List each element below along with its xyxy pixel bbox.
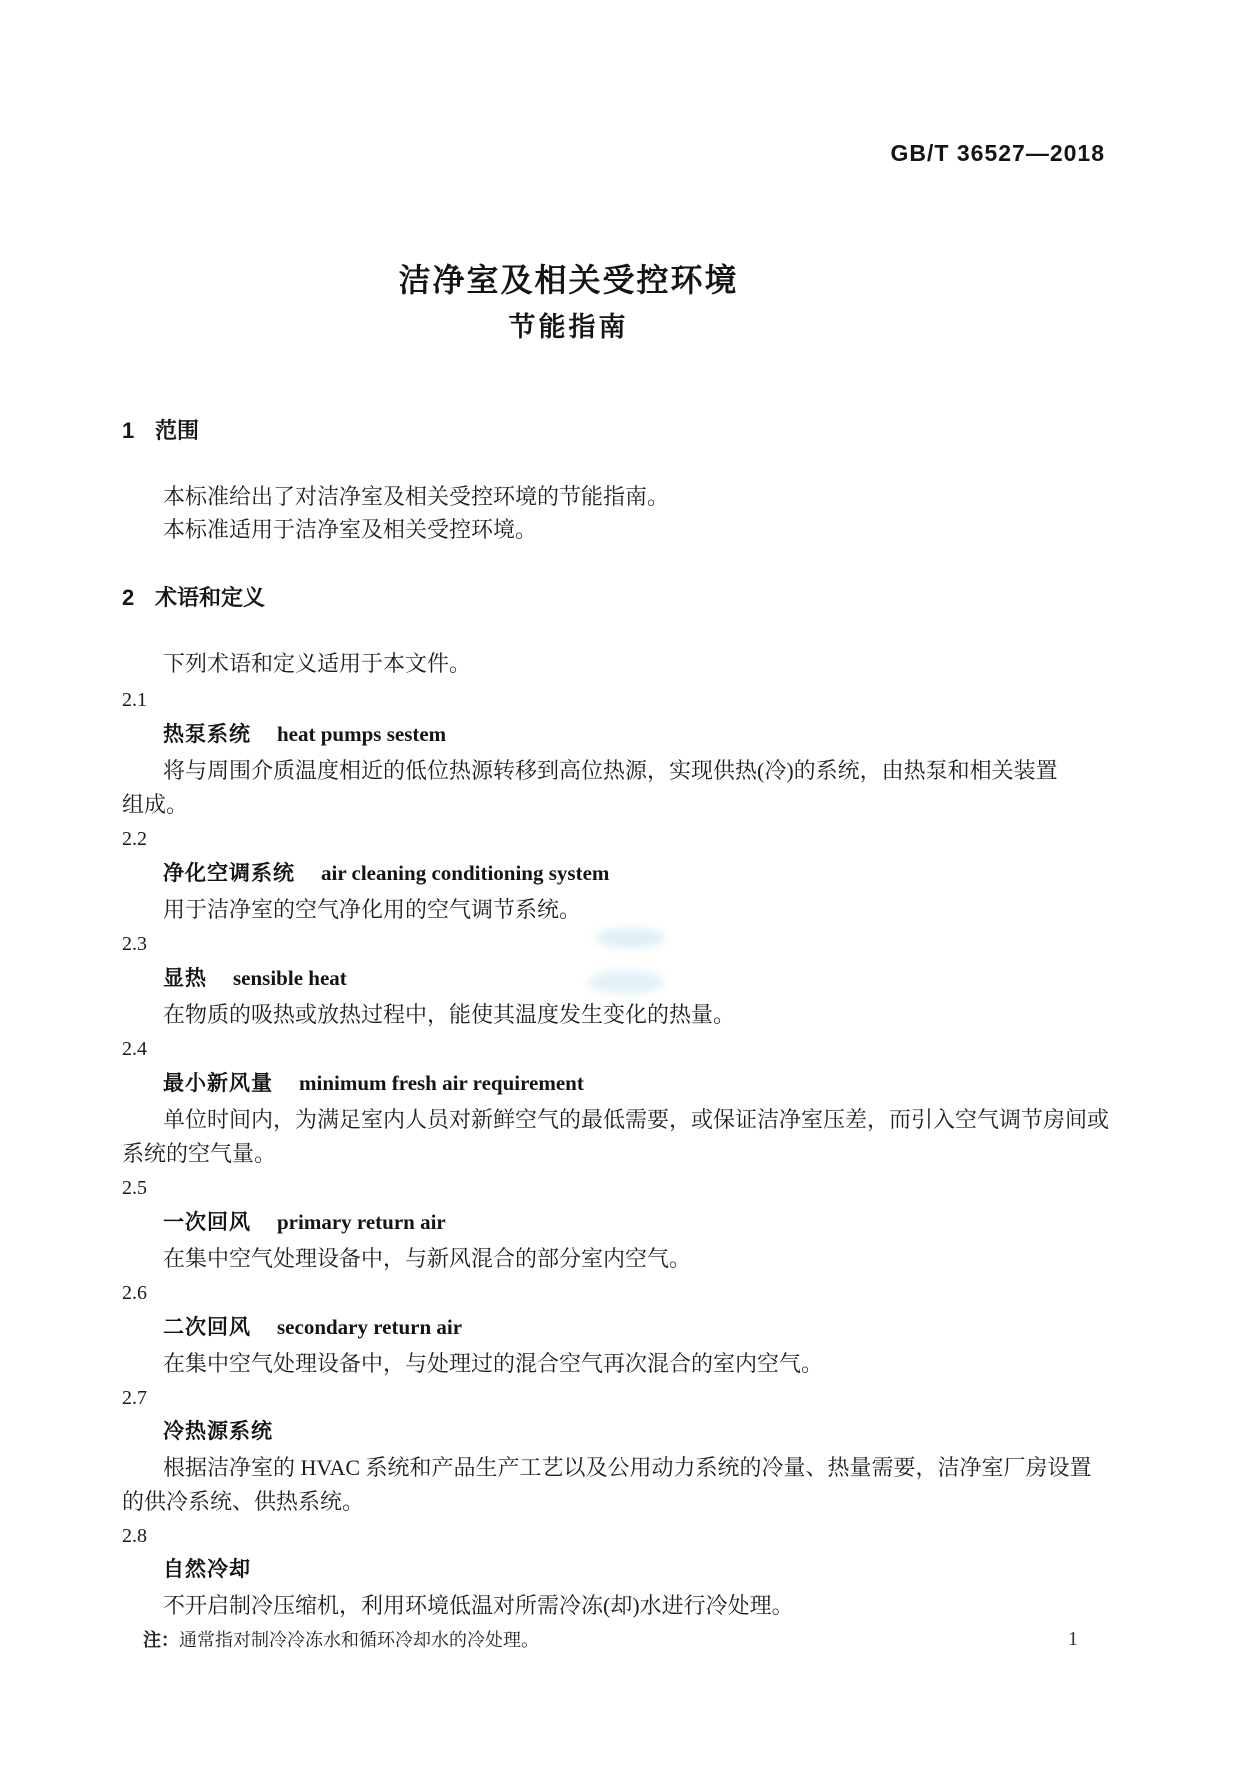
terms-intro: 下列术语和定义适用于本文件。	[163, 651, 472, 676]
note-label: 注：	[143, 1630, 179, 1650]
term-name-en: sensible heat	[233, 966, 347, 990]
term-name: 二次回风	[163, 1316, 251, 1339]
term-entry	[122, 822, 1110, 927]
document-title: 洁净室及相关受控环境	[398, 262, 739, 298]
section-1-heading	[122, 416, 1110, 446]
section-2-heading	[122, 583, 1110, 613]
term-name: 自然冷却	[163, 1558, 251, 1581]
term-entry	[122, 927, 1110, 1032]
section-number: 2	[122, 585, 135, 610]
term-number: 2.2	[122, 828, 147, 850]
document-subtitle: 节能指南	[508, 312, 629, 342]
section-title: 术语和定义	[155, 585, 266, 610]
definition-line: 在集中空气处理设备中，与新风混合的部分室内空气。	[163, 1246, 692, 1271]
terms-list	[122, 683, 1110, 1657]
definition-line: 将与周围介质温度相近的低位热源转移到高位热源，实现供热(冷)的系统，由热泵和相关装置	[163, 758, 1058, 783]
term-name: 冷热源系统	[163, 1420, 273, 1443]
term-number: 2.7	[122, 1387, 147, 1409]
definition-line: 组成。	[122, 792, 189, 817]
document-title-block	[0, 256, 1185, 350]
term-number: 2.4	[122, 1038, 147, 1060]
term-entry	[122, 683, 1110, 822]
standard-code: GB/T 36527—2018	[890, 140, 1105, 166]
page-content	[0, 416, 1233, 1657]
definition-line: 的供冷系统、供热系统。	[122, 1489, 365, 1514]
term-name-en: heat pumps sestem	[277, 722, 447, 746]
term-entry	[122, 1171, 1110, 1276]
note-text: 通常指对制冷冷冻水和循环冷却水的冷处理。	[179, 1630, 539, 1650]
term-entry	[122, 1276, 1110, 1381]
term-name: 一次回风	[163, 1211, 251, 1234]
term-number: 2.8	[122, 1525, 147, 1547]
paragraph: 本标准给出了对洁净室及相关受控环境的节能指南。	[163, 484, 670, 509]
paragraph: 本标准适用于洁净室及相关受控环境。	[163, 517, 538, 542]
definition-line: 单位时间内，为满足室内人员对新鲜空气的最低需要，或保证洁净室压差，而引入空气调节房间或	[163, 1107, 1110, 1132]
term-number: 2.3	[122, 933, 147, 955]
term-entry	[122, 1381, 1110, 1519]
term-number: 2.6	[122, 1282, 147, 1304]
definition-line: 在物质的吸热或放热过程中，能使其温度发生变化的热量。	[163, 1002, 736, 1027]
page-number: 1	[1068, 1628, 1078, 1650]
term-line	[122, 1066, 1110, 1103]
term-name-en: air cleaning conditioning system	[321, 861, 610, 885]
definition-line: 根据洁净室的 HVAC 系统和产品生产工艺以及公用动力系统的冷量、热量需要，洁净室厂房设置	[163, 1455, 1092, 1480]
section-number: 1	[122, 418, 135, 443]
term-line	[122, 856, 1110, 893]
definition-line: 在集中空气处理设备中，与处理过的混合空气再次混合的室内空气。	[163, 1351, 824, 1376]
term-name: 净化空调系统	[163, 862, 295, 885]
term-name: 最小新风量	[163, 1072, 273, 1095]
term-number: 2.1	[122, 689, 147, 711]
section-1-body	[122, 480, 1110, 546]
term-name-en: primary return air	[277, 1210, 446, 1234]
term-name: 热泵系统	[163, 723, 251, 746]
term-entry	[122, 1519, 1110, 1657]
term-line	[122, 1553, 1110, 1589]
term-line	[122, 1415, 1110, 1451]
term-line	[122, 1205, 1110, 1242]
definition-line: 系统的空气量。	[122, 1141, 277, 1166]
term-line	[122, 717, 1110, 754]
term-name: 显热	[163, 967, 207, 990]
section-title: 范围	[155, 418, 200, 443]
term-note	[122, 1623, 1110, 1657]
term-name-en: minimum fresh air requirement	[299, 1071, 584, 1095]
term-entry	[122, 1032, 1110, 1171]
definition-line: 用于洁净室的空气净化用的空气调节系统。	[163, 897, 582, 922]
term-number: 2.5	[122, 1177, 147, 1199]
definition-line: 不开启制冷压缩机，利用环境低温对所需冷冻(却)水进行冷处理。	[163, 1593, 794, 1618]
term-line	[122, 961, 1110, 998]
term-line	[122, 1310, 1110, 1347]
term-name-en: secondary return air	[277, 1315, 463, 1339]
